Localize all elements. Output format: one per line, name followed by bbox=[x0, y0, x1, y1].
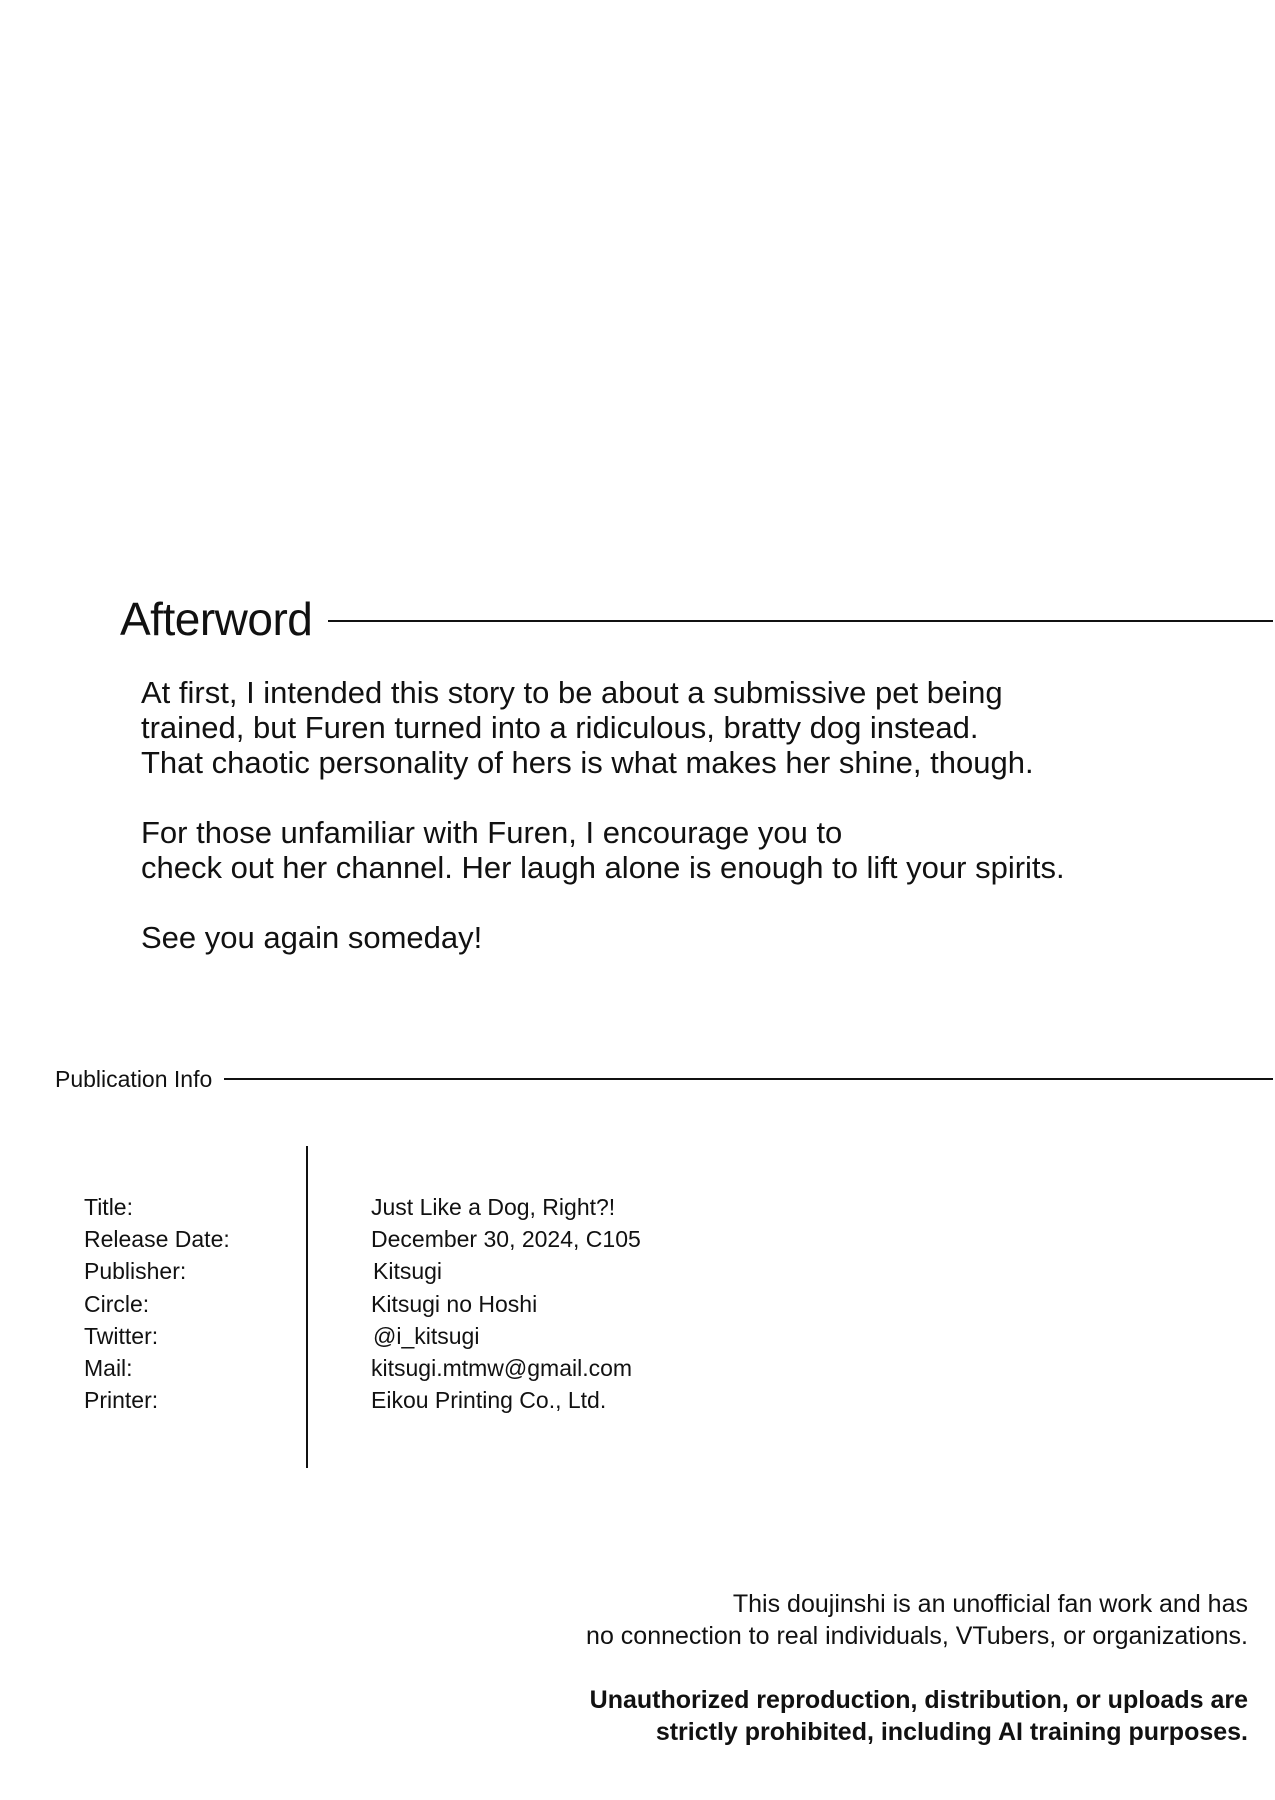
disclaimer-notice-line: no connection to real individuals, VTubers, or organizations. bbox=[586, 1622, 1248, 1650]
pub-label: Title: bbox=[84, 1193, 133, 1220]
pub-label: Twitter: bbox=[84, 1322, 159, 1349]
pub-label: Publisher: bbox=[84, 1258, 187, 1285]
pub-row-title bbox=[84, 1191, 784, 1223]
pub-label: Mail: bbox=[84, 1355, 133, 1382]
publication-info-table bbox=[84, 1191, 784, 1417]
afterword-paragraph bbox=[141, 815, 1221, 885]
afterword-line: That chaotic personality of hers is what makes her shine, though. bbox=[141, 745, 1034, 780]
pub-row-circle bbox=[84, 1288, 784, 1320]
publication-info-rule bbox=[224, 1078, 1273, 1080]
afterword-line: trained, but Furen turned into a ridiculous, bratty dog instead. bbox=[141, 710, 979, 745]
afterword-line: For those unfamiliar with Furen, I encourage you to bbox=[141, 815, 843, 850]
pub-value: Eikou Printing Co., Ltd. bbox=[371, 1387, 607, 1414]
pub-value: kitsugi.mtmw@gmail.com bbox=[371, 1355, 633, 1382]
pub-row-printer bbox=[84, 1385, 784, 1417]
pub-label: Circle: bbox=[84, 1290, 150, 1317]
pub-row-twitter bbox=[84, 1320, 784, 1352]
pub-row-release-date bbox=[84, 1223, 784, 1255]
disclaimer-warning-line: strictly prohibited, including AI training purposes. bbox=[655, 1718, 1248, 1746]
disclaimer-notice-line: This doujinshi is an unofficial fan work and has bbox=[732, 1590, 1248, 1618]
pub-value: December 30, 2024, C105 bbox=[371, 1225, 641, 1252]
afterword-paragraph bbox=[141, 920, 1221, 955]
pub-row-mail bbox=[84, 1352, 784, 1384]
afterword-line: At first, I intended this story to be about a submissive pet being bbox=[141, 675, 1003, 710]
pub-value: Just Like a Dog, Right?! bbox=[371, 1193, 616, 1220]
afterword-paragraph bbox=[141, 675, 1221, 780]
afterword-header bbox=[120, 589, 1275, 649]
pub-label: Printer: bbox=[84, 1387, 159, 1414]
afterword-body bbox=[141, 675, 1221, 990]
pub-value: @i_kitsugi bbox=[373, 1322, 480, 1349]
disclaimer-gap bbox=[348, 1652, 1248, 1684]
disclaimer-warning-line: Unauthorized reproduction, distribution, or uploads are bbox=[589, 1686, 1248, 1714]
pub-value: Kitsugi no Hoshi bbox=[371, 1290, 538, 1317]
afterword-line: See you again someday! bbox=[141, 920, 483, 955]
publication-info-header bbox=[55, 1064, 1275, 1094]
publication-info-title: Publication Info bbox=[55, 1065, 213, 1092]
afterword-rule bbox=[328, 620, 1273, 622]
afterword-line: check out her channel. Her laugh alone is enough to lift your spirits. bbox=[141, 850, 1065, 885]
afterword-title: Afterword bbox=[120, 593, 313, 645]
pub-label: Release Date: bbox=[84, 1225, 230, 1252]
pub-row-publisher bbox=[84, 1256, 784, 1288]
pub-value: Kitsugi bbox=[373, 1258, 443, 1285]
disclaimer bbox=[348, 1588, 1248, 1748]
